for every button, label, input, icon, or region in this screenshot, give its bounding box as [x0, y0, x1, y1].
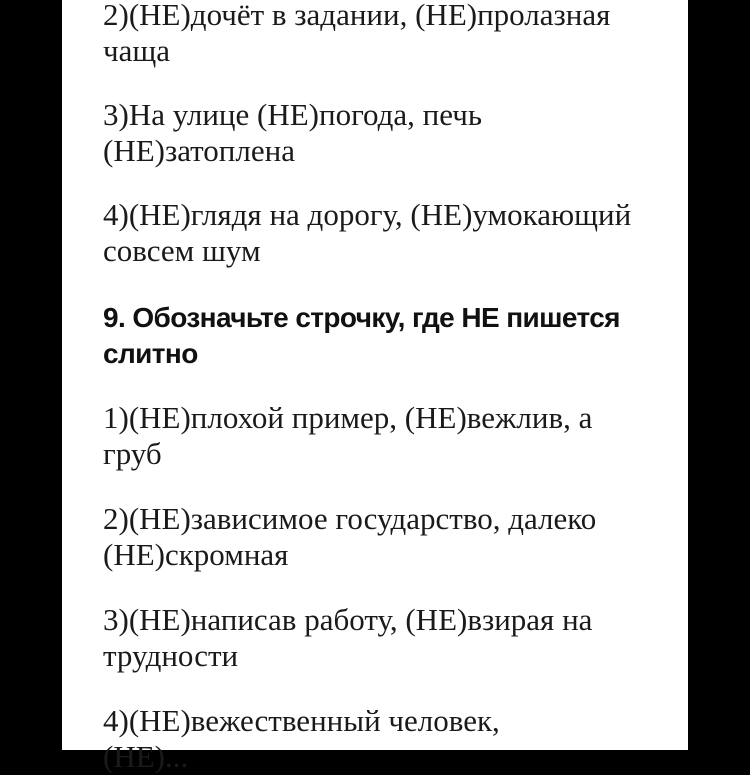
item-4-line-1: 4)(НЕ)глядя на дорогу, (НЕ)умокающий — [103, 197, 632, 232]
option-1-line-2: груб — [103, 436, 162, 471]
item-4-line-2: совсем шум — [103, 233, 261, 268]
option-3-line-2: трудности — [103, 638, 239, 673]
item-2-line-2: чаща — [103, 33, 170, 68]
item-3-line-1: 3)На улице (НЕ)погода, печь — [103, 97, 482, 132]
option-4-line-2: (НЕ)... — [103, 739, 189, 774]
question-9-line-2: слитно — [103, 338, 198, 369]
option-1-line-1: 1)(НЕ)плохой пример, (НЕ)вежлив, а — [103, 400, 593, 435]
option-4-line-1: 4)(НЕ)вежественный человек, — [103, 703, 500, 738]
question-9-line-1: 9. Обозначьте строчку, где НЕ пишется — [103, 302, 620, 333]
item-3-line-2: (НЕ)затоплена — [103, 133, 295, 168]
item-2-line-1: 2)(НЕ)дочёт в задании, (НЕ)пролазная — [103, 0, 611, 32]
document-page — [62, 0, 688, 774]
option-2-line-2: (НЕ)скромная — [103, 537, 289, 572]
option-2-line-1: 2)(НЕ)зависимое государство, далеко — [103, 501, 597, 536]
option-3-line-1: 3)(НЕ)написав работу, (НЕ)взирая на — [103, 602, 593, 637]
